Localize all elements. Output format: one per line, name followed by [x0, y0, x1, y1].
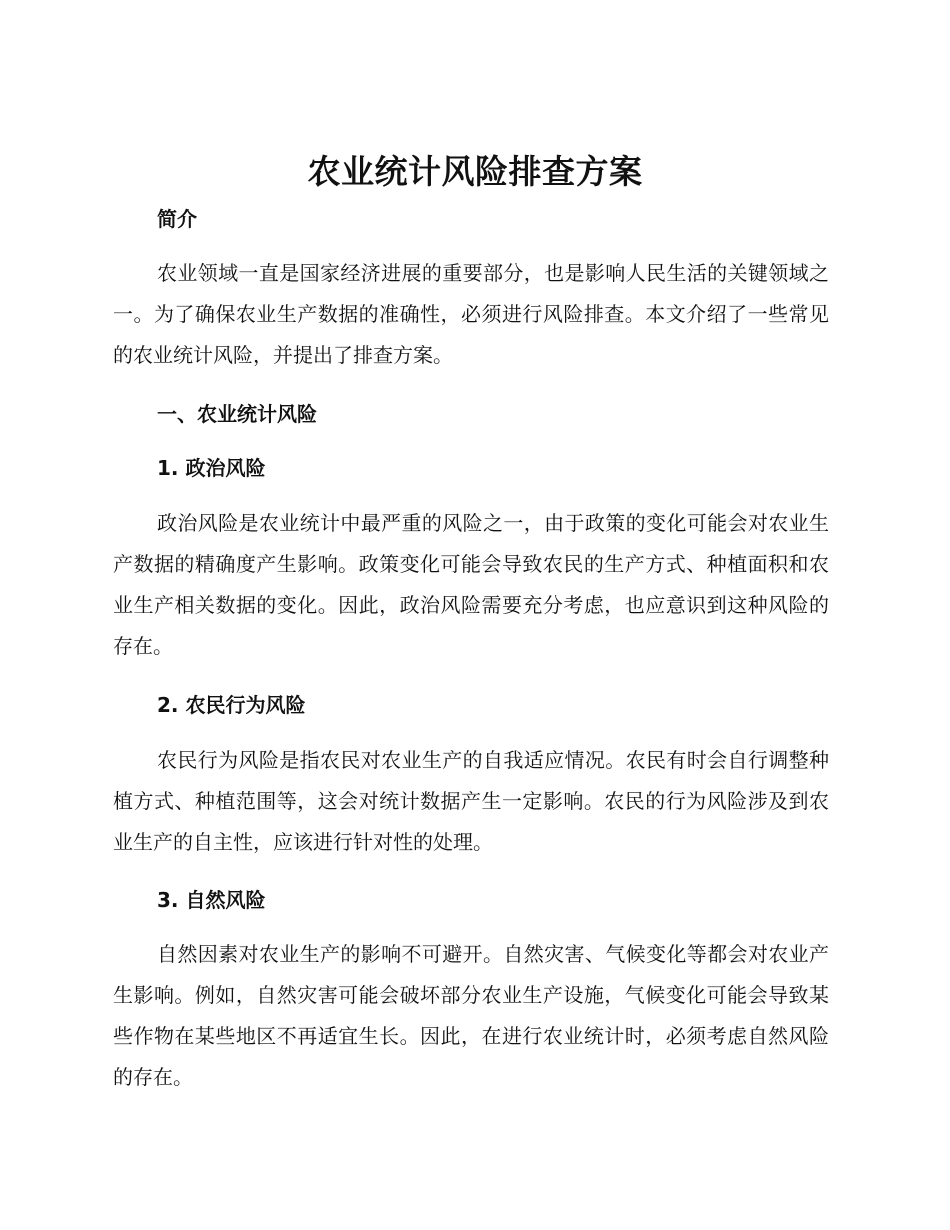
subheading-farmer-behavior-risk: 2. 农民行为风险 [157, 693, 306, 717]
section-heading-risks: 一、农业统计风险 [157, 402, 317, 426]
intro-paragraph: 农业领域一直是国家经济进展的重要部分，也是影响人民生活的关键领域之一。为了确保农业生产数据的准确性，必须进行风险排查。本文介绍了一些常见的农业统计风险，并提出了排查方案。 [113, 261, 829, 367]
intro-heading: 简介 [157, 207, 197, 231]
paragraph-political-risk: 政治风险是农业统计中最严重的风险之一，由于政策的变化可能会对农业生产数据的精确度产生影响。政策变化可能会导致农民的生产方式、种植面积和农业生产相关数据的变化。因此，政治风险需要充分考虑，也应意识到这种风险的存在。 [113, 511, 829, 658]
paragraph-natural-risk: 自然因素对农业生产的影响不可避开。自然灾害、气候变化等都会对农业产生影响。例如，自然灾害可能会破坏部分农业生产设施，气候变化可能会导致某些作物在某些地区不再适宜生长。因此，在进行农业统计时，必须考虑自然风险的存在。 [113, 942, 829, 1089]
document-title: 农业统计风险排查方案 [307, 152, 643, 191]
paragraph-farmer-behavior-risk: 农民行为风险是指农民对农业生产的自我适应情况。农民有时会自行调整种植方式、种植范围等，这会对统计数据产生一定影响。农民的行为风险涉及到农业生产的自主性，应该进行针对性的处理。 [113, 748, 829, 854]
subheading-natural-risk: 3. 自然风险 [157, 888, 266, 912]
subheading-political-risk: 1. 政治风险 [157, 456, 266, 480]
